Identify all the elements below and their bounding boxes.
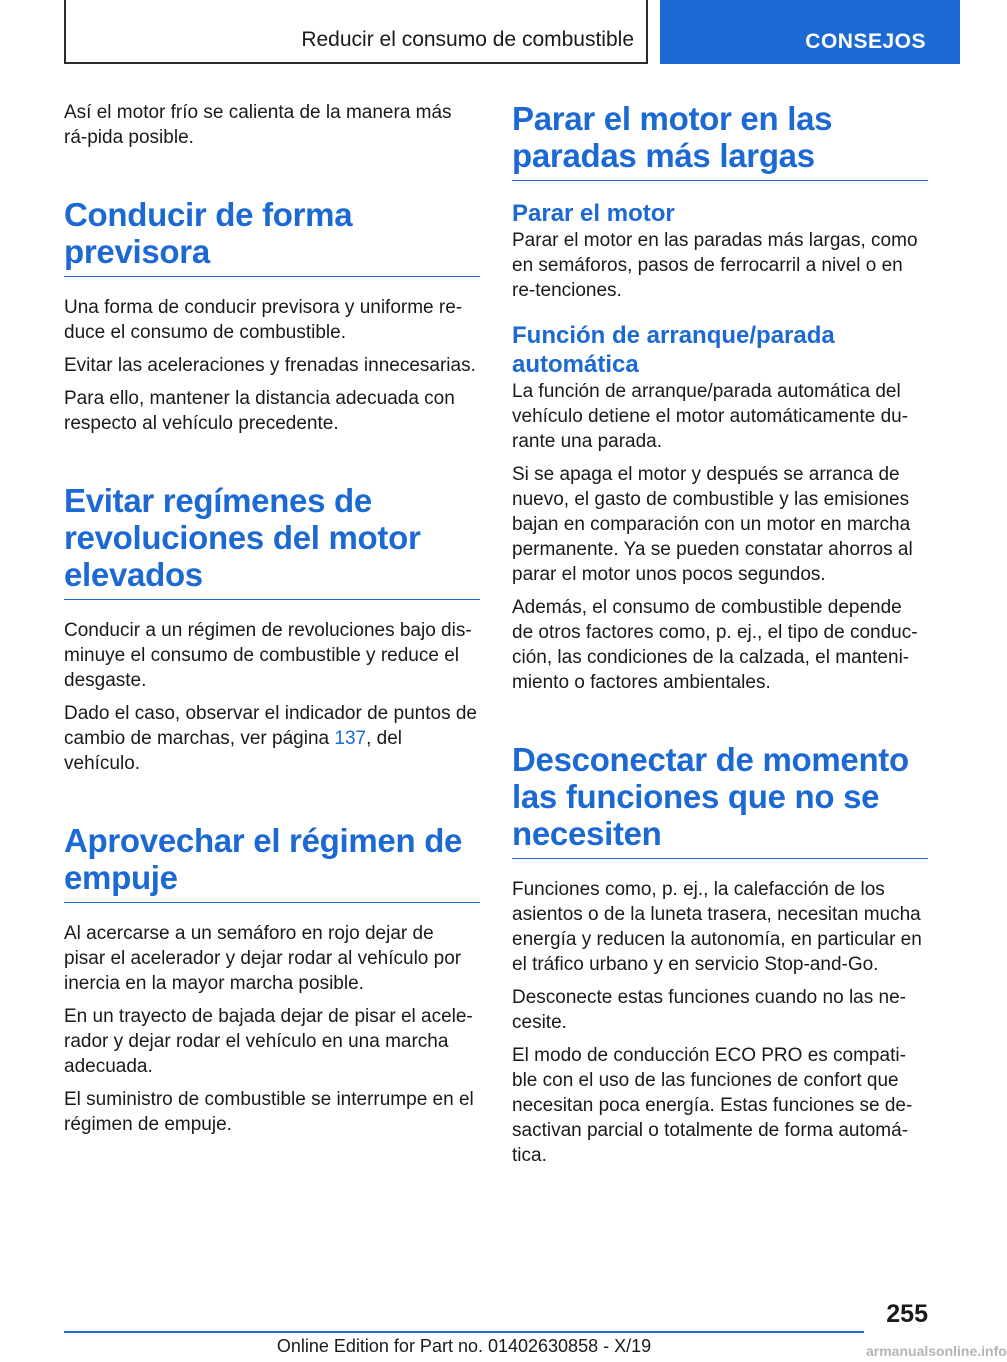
footer-watermark: armanualsonline.info bbox=[866, 1343, 1007, 1359]
paragraph: Para ello, mantener la distancia adecuada con respecto al vehículo precedente. bbox=[64, 388, 455, 434]
header-section-title: Reducir el consumo de combustible bbox=[301, 28, 634, 51]
heading-conducir-previsora: Conducir de forma previsora bbox=[64, 196, 480, 277]
paragraph: Al acercarse a un semáforo en rojo dejar de pisar el acelerador y dejar rodar al vehículo por inercia en la mayor marcha posible. bbox=[64, 923, 462, 994]
paragraph: Si se apaga el motor y después se arranca de nuevo, el gasto de combustible y las emisiones bajan en comparación con un motor en marcha permanente. Ya se pueden constatar ahorros al parar el motor unos pocos segundos. bbox=[512, 464, 913, 585]
paragraph: La función de arranque/parada automática del vehículo detiene el motor automáticamente du-rante una parada. bbox=[512, 381, 909, 452]
page-number: 255 bbox=[886, 1300, 928, 1328]
paragraph: El suministro de combustible se interrumpe en el régimen de empuje. bbox=[64, 1089, 474, 1135]
heading-regimen-empuje: Aprovechar el régimen de empuje bbox=[64, 822, 480, 903]
header-chapter-label: CONSEJOS bbox=[805, 30, 926, 53]
page-link-137[interactable]: 137 bbox=[334, 728, 367, 749]
heading-parar-motor-paradas: Parar el motor en las paradas más largas bbox=[512, 100, 928, 181]
heading-evitar-regimenes: Evitar regímenes de revoluciones del motor elevados bbox=[64, 482, 480, 600]
paragraph: Evitar las aceleraciones y frenadas innecesarias. bbox=[64, 355, 476, 376]
paragraph: En un trayecto de bajada dejar de pisar el acele-rador y dejar rodar el vehículo en una marcha adecuada. bbox=[64, 1006, 473, 1077]
header-chapter-tab[interactable] bbox=[660, 0, 960, 64]
left-column bbox=[64, 100, 480, 1145]
paragraph-with-link: Dado el caso, observar el indicador de puntos de cambio de marchas, ver página 137, del vehículo. bbox=[64, 703, 477, 774]
paragraph: Funciones como, p. ej., la calefacción de los asientos o de la luneta trasera, necesitan mucha energía y reducen la autonomía, en particular en el tráfico urbano y en servicio Stop-and-Go. bbox=[512, 879, 922, 975]
header-frame bbox=[64, 0, 648, 64]
footer-edition: Online Edition for Part no. 01402630858 - X/19 bbox=[276, 1336, 652, 1356]
paragraph: Una forma de conducir previsora y uniforme re-duce el consumo de combustible. bbox=[64, 297, 463, 343]
paragraph: Parar el motor en las paradas más largas, como en semáforos, pasos de ferrocarril a nivel o en re-tenciones. bbox=[512, 230, 918, 301]
intro-paragraph: Así el motor frío se calienta de la manera más rá-pida posible. bbox=[64, 102, 452, 148]
heading-desconectar-funciones: Desconectar de momento las funciones que no se necesiten bbox=[512, 741, 928, 859]
subheading-arranque-parada: Función de arranque/parada automática bbox=[512, 322, 835, 378]
footer-divider bbox=[64, 1331, 864, 1333]
paragraph: El modo de conducción ECO PRO es compati-ble con el uso de las funciones de confort que necesitan poca energía. Estas funciones se de-sactivan parcial o totalmente de forma automá-tica. bbox=[512, 1045, 913, 1166]
paragraph: Conducir a un régimen de revoluciones bajo dis-minuye el consumo de combustible y reduce el desgaste. bbox=[64, 620, 472, 691]
paragraph: Desconecte estas funciones cuando no las ne-cesite. bbox=[512, 987, 906, 1033]
right-column bbox=[512, 100, 928, 1176]
paragraph: Además, el consumo de combustible depende de otros factores como, p. ej., el tipo de conduc-ción, las condiciones de la calzada, el manteni-miento o factores ambientales. bbox=[512, 597, 918, 693]
subheading-parar-motor: Parar el motor bbox=[512, 200, 675, 227]
